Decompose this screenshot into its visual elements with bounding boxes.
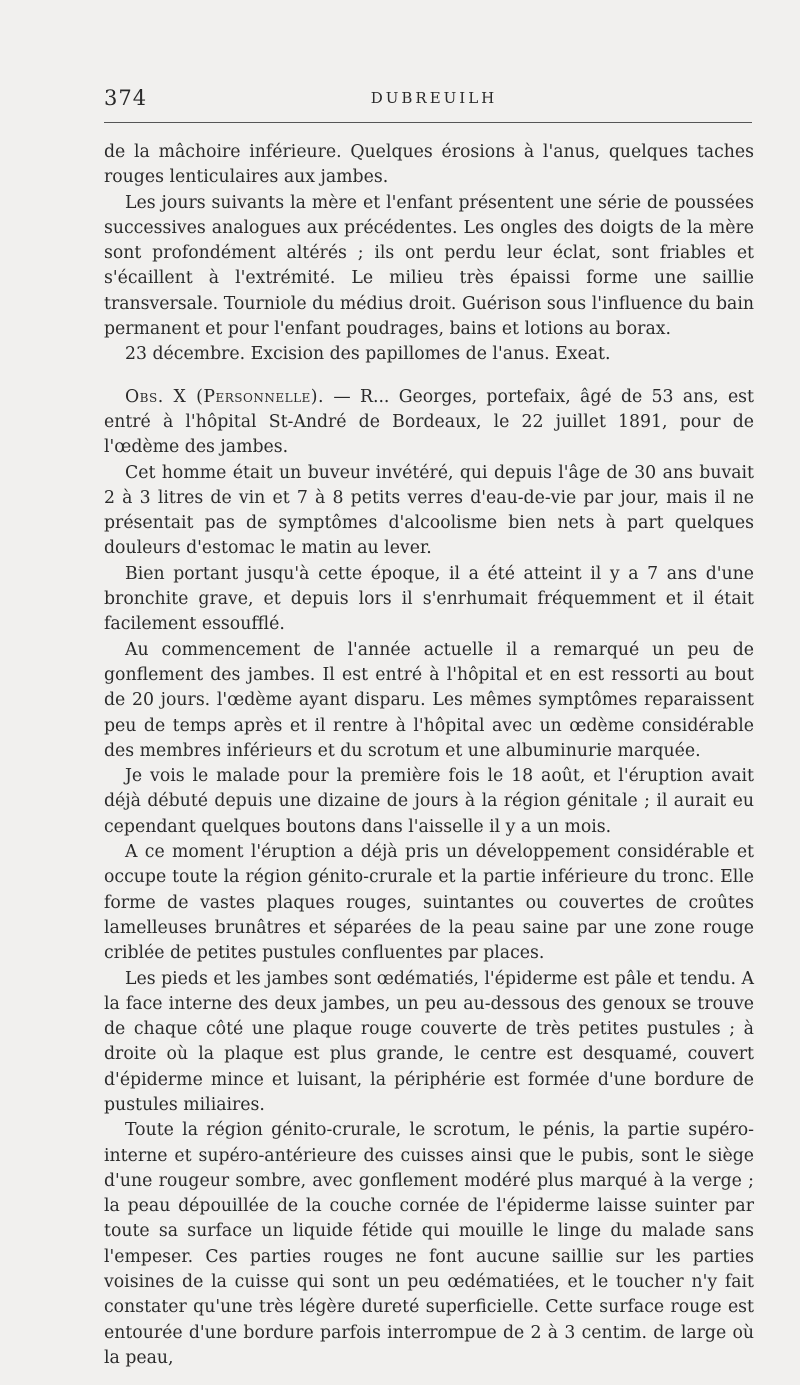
running-head: DUBREUILH [370, 89, 498, 107]
page-number: 374 [104, 86, 148, 110]
paragraph: Les pieds et les jambes sont œdématiés, l'épiderme est pâle et tendu. A la face interne des deux jambes, un peu au-dessous des genoux se trouve de chaque côté une plaque rouge couverte de très petites pustules ; à droite où la plaque est plus grande, le centre est desquamé, couvert d'épiderme mince et luisant, la périphérie est formée d'une bordure de pustules miliaires. [104, 968, 754, 1115]
page-header [104, 86, 752, 116]
observation-dash: — [324, 386, 360, 407]
paragraph: Les jours suivants la mère et l'enfant présentent une série de poussées successives analogues aux précédentes. Les ongles des doigts de la mère sont profondément altérés ; ils ont perdu leur éclat, sont friables et s'écaillent à l'extrémité. Le milieu très épaissi forme une saillie transversale. Tourniole du médius droit. Guérison sous l'influence du bain permanent et pour l'enfant poudrages, bains et lotions au borax. [104, 192, 754, 340]
observation-text: R... Georges, portefaix, âgé de 53 ans, est entré à l'hôpital St-André de Bordeaux, le 22 juillet 1891, pour de l'œdème des jambes. [104, 386, 754, 458]
paragraph: Cet homme était un buveur invétéré, qui depuis l'âge de 30 ans buvait 2 à 3 litres de vin et 7 à 8 petits verres d'eau-de-vie par jour, mais il ne présentait pas de symptômes d'alcoolisme bien nets à part quelques douleurs d'estomac le matin au lever. [104, 462, 754, 559]
paragraph: Bien portant jusqu'à cette époque, il a été atteint il y a 7 ans d'une bronchite grave, et depuis lors il s'enrhumait fréquemment et il était facilement essoufflé. [104, 563, 754, 635]
body-text [104, 140, 754, 1371]
header-rule [104, 122, 752, 123]
paragraph: 23 décembre. Excision des papillomes de l'anus. Exeat. [125, 344, 611, 365]
paragraph: A ce moment l'éruption a déjà pris un développement considérable et occupe toute la région génito-crurale et la partie inférieure du tronc. Elle forme de vastes plaques rouges, suintantes ou couvertes de croûtes lamelleuses brunâtres et séparées de la peau saine par une zone rouge criblée de petites pustules confluentes par places. [104, 842, 754, 964]
paragraph: de la mâchoire inférieure. Quelques érosions à l'anus, quelques taches rouges lenticulaires aux jambes. [104, 142, 754, 188]
paragraph: Au commencement de l'année actuelle il a remarqué un peu de gonflement des jambes. Il est entré à l'hôpital et en est ressorti au bout de 20 jours. l'œdème ayant disparu. Les mêmes symptômes reparaissent peu de temps après et il rentre à l'hôpital avec un œdème considérable des membres inférieurs et du scrotum et une albuminurie marquée. [104, 639, 754, 761]
observation-paragraph [104, 385, 754, 461]
paragraph: Je vois le malade pour la première fois le 18 août, et l'éruption avait déjà débuté depuis une dizaine de jours à la région génitale ; il aurait eu cependant quelques boutons dans l'aisselle il y a un mois. [104, 766, 754, 837]
observation-label: Obs. X (Personnelle). [125, 386, 325, 407]
paragraph: Toute la région génito-crurale, le scrotum, le pénis, la partie supéro-interne et supéro-antérieure des cuisses ainsi que le pubis, sont le siège d'une rougeur sombre, avec gonflement modéré plus marqué à la verge ; la peau dépouillée de la couche cornée de l'épiderme laisse suinter par toute sa surface un liquide fétide qui mouille le linge du malade sans l'empeser. Ces parties rouges ne font aucune saillie sur les parties voisines de la cuisse qui sont un peu œdématiées, et le toucher n'y fait constater qu'une très légère dureté superficielle. Cette surface rouge est entourée d'une bordure parfois interrompue de 2 à 3 centim. de large où la peau, [104, 1120, 754, 1368]
